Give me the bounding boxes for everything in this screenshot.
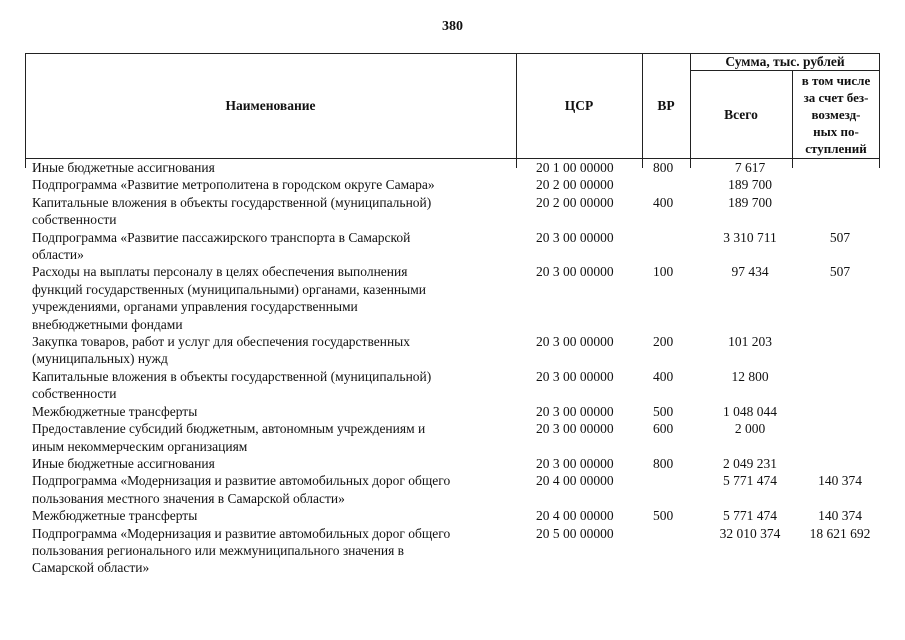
table-row <box>25 333 880 368</box>
row-total: 32 010 374 <box>719 525 781 541</box>
row-free: 18 621 692 <box>809 525 871 541</box>
row-csr: 20 1 00 00000 <box>536 160 614 175</box>
row-total: 5 771 474 <box>723 508 777 524</box>
row-name-line: Подпрограмма «Развитие пассажирского транспорта в Самарской <box>32 229 411 245</box>
row-name-line: Капитальные вложения в объекты государственной (муниципальной) <box>32 194 432 210</box>
header-total: Всего <box>724 106 758 122</box>
row-name-line: Межбюджетные трансферты <box>32 403 198 419</box>
row-name-line: Иные бюджетные ассигнования <box>32 160 215 175</box>
row-name-line: Межбюджетные трансферты <box>32 508 198 524</box>
row-name-line: (муниципальных) нужд <box>32 351 168 367</box>
row-csr: 20 3 00 00000 <box>536 229 614 245</box>
row-name <box>32 159 517 176</box>
row-name <box>32 176 517 193</box>
row-name-line: Подпрограмма «Модернизация и развитие автомобильных дорог общего <box>32 525 451 541</box>
page-number: 380 <box>442 19 463 34</box>
row-name-line: Капитальные вложения в объекты государственной (муниципальной) <box>32 368 432 384</box>
row-total: 189 700 <box>728 194 772 210</box>
row-vr: 500 <box>653 508 674 524</box>
row-total: 2 049 231 <box>723 455 777 471</box>
row-name-line: Подпрограмма «Модернизация и развитие автомобильных дорог общего <box>32 473 451 489</box>
row-name-line: Самарской области» <box>32 560 150 576</box>
row-csr: 20 3 00 00000 <box>536 455 614 471</box>
header-sum: Сумма, тыс. рублей <box>725 53 845 69</box>
header-vr: ВР <box>657 98 675 113</box>
row-free: 507 <box>829 229 851 245</box>
row-name-line: Расходы на выплаты персоналу в целях обеспечения выполнения <box>32 264 408 280</box>
row-name-line: пользования местного значения в Самарской области» <box>32 490 345 506</box>
row-name-line: внебюджетными фондами <box>32 316 183 332</box>
row-name <box>32 263 517 333</box>
header-csr: ЦСР <box>564 98 594 113</box>
row-total: 1 048 044 <box>723 403 777 419</box>
row-name-line: учреждениями, органами управления государственными <box>32 299 358 315</box>
row-vr: 800 <box>653 160 674 175</box>
row-name-line: собственности <box>32 212 117 228</box>
header-name: Наименование <box>225 98 316 113</box>
table-body <box>25 159 880 577</box>
row-total: 101 203 <box>728 334 772 350</box>
row-vr: 400 <box>653 368 674 384</box>
table-row <box>25 194 880 229</box>
table-row <box>25 229 880 264</box>
row-name-line: собственности <box>32 386 117 402</box>
row-name-line: Предоставление субсидий бюджетным, автономным учреждениям и <box>32 421 426 437</box>
row-free: 140 374 <box>818 508 862 524</box>
row-csr: 20 2 00 00000 <box>536 194 614 210</box>
row-total: 189 700 <box>728 177 772 193</box>
row-csr: 20 2 00 00000 <box>536 177 614 193</box>
row-total: 97 434 <box>731 264 769 280</box>
header-free-line: ных по- <box>813 124 859 139</box>
row-total: 5 771 474 <box>723 473 777 489</box>
row-csr: 20 4 00 00000 <box>536 508 614 524</box>
row-name <box>32 472 517 507</box>
table-row <box>25 368 880 403</box>
row-name-line: Закупка товаров, работ и услуг для обеспечения государственных <box>32 334 411 350</box>
header-free-line: ступлений <box>805 141 867 156</box>
row-name <box>32 525 517 577</box>
row-name <box>32 403 517 420</box>
row-name-line: иным некоммерческим организациям <box>32 438 248 454</box>
table-row <box>25 507 880 524</box>
row-csr: 20 5 00 00000 <box>536 525 614 541</box>
row-name-line: пользования регионального или межмуниципального значения в <box>32 542 405 558</box>
table-row <box>25 403 880 420</box>
table-row <box>25 263 880 333</box>
table-row <box>25 159 880 176</box>
header-free-line: за счет без- <box>803 90 869 105</box>
row-name-line: области» <box>32 247 84 263</box>
row-vr: 400 <box>653 194 674 210</box>
table-row <box>25 472 880 507</box>
row-vr: 200 <box>653 334 674 350</box>
row-csr: 20 3 00 00000 <box>536 264 614 280</box>
row-vr: 600 <box>653 421 674 437</box>
table-row <box>25 176 880 193</box>
row-name <box>32 368 517 403</box>
row-csr: 20 3 00 00000 <box>536 334 614 350</box>
row-name <box>32 229 517 264</box>
row-free: 507 <box>829 264 851 280</box>
row-total: 2 000 <box>734 421 766 437</box>
row-csr: 20 3 00 00000 <box>536 403 614 419</box>
row-free: 140 374 <box>818 473 862 489</box>
row-total: 12 800 <box>731 368 769 384</box>
row-vr: 800 <box>653 455 674 471</box>
row-name <box>32 420 517 455</box>
table-header <box>25 53 880 159</box>
row-name-line: Иные бюджетные ассигнования <box>32 455 215 471</box>
row-name-line: Подпрограмма «Развитие метрополитена в городском округе Самара» <box>32 177 435 193</box>
table-row <box>25 455 880 472</box>
header-free-line: возмезд- <box>811 107 861 122</box>
header-free <box>792 70 880 159</box>
row-total: 3 310 711 <box>723 229 777 245</box>
row-name-line: функций государственных (муниципальными) органами, казенными <box>32 281 426 297</box>
row-csr: 20 3 00 00000 <box>536 368 614 384</box>
row-vr: 100 <box>653 264 674 280</box>
header-free-line: в том числе <box>801 73 871 88</box>
row-name <box>32 194 517 229</box>
table-row <box>25 525 880 577</box>
table-row <box>25 420 880 455</box>
row-name <box>32 507 517 524</box>
row-csr: 20 3 00 00000 <box>536 421 614 437</box>
row-vr: 500 <box>653 403 674 419</box>
row-csr: 20 4 00 00000 <box>536 473 614 489</box>
row-name <box>32 455 517 472</box>
row-total: 7 617 <box>734 160 766 175</box>
row-name <box>32 333 517 368</box>
